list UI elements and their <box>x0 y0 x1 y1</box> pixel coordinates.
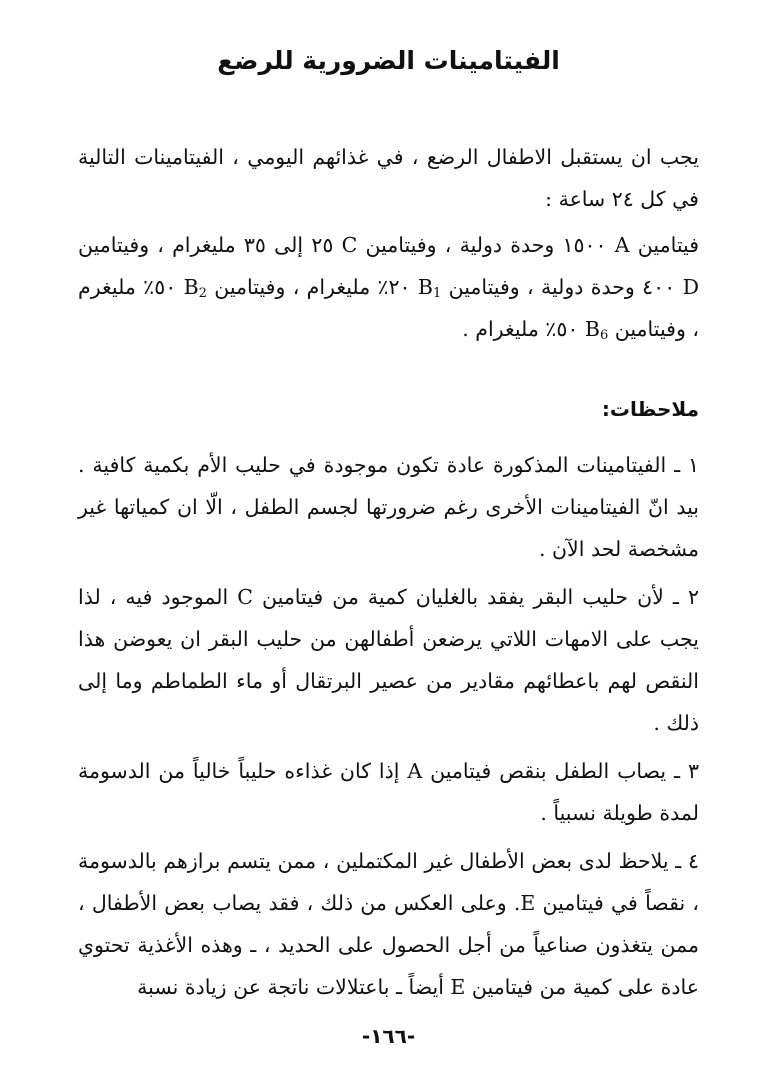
vitamin-text-part: فيتامين A ١٥٠٠ وحدة دولية ، وفيتامين C ٢٥ إلى ٣٥ مليغرام ، وفيتامين D ٤٠٠ وحدة دولية ، وفيتامين B <box>78 233 699 299</box>
note-1: ١ ـ الفيتامينات المذكورة عادة تكون موجودة في حليب الأم بكمية كافية . بيد انّ الفيتامينات الأخرى رغم ضرورتها لجسم الطفل ، الّا ان كمياتها غير مشخصة لحد الآن . <box>78 453 699 561</box>
intro-paragraph-2 <box>78 224 699 350</box>
vitamin-text-part: ٥٠٪ مليغرام . <box>462 317 585 341</box>
intro-section <box>78 136 699 350</box>
intro-paragraph-1: يجب ان يستقبل الاطفال الرضع ، في غذائهم اليومي ، الفيتامينات التالية في كل ٢٤ ساعة : <box>78 145 699 211</box>
note-2: ٢ ـ لأن حليب البقر يفقد بالغليان كمية من فيتامين C الموجود فيه ، لذا يجب على الامهات اللاتي يرضعن أطفالهن من حليب البقر ان يعوضن هذا النقص لهم باعطائهم مقادير من عصير البرتقال أو ماء الطماطم وما إلى ذلك . <box>78 585 699 735</box>
page-number: -١٦٦- <box>361 1024 416 1048</box>
vitamin-text-part: ٥٠٪ مليغرم ، وفيتامين B <box>78 275 699 341</box>
vitamin-text-part: ٢٠٪ مليغرام ، وفيتامين B <box>183 275 418 299</box>
note-3: ٣ ـ يصاب الطفل بنقص فيتامين A إذا كان غذاءه حليباً خالياً من الدسومة لمدة طويلة نسبياً . <box>78 759 699 825</box>
notes-heading: ملاحظات: <box>601 397 699 421</box>
subscript-6: 6 <box>599 328 609 343</box>
page-title: الفيتامينات الضرورية للرضع <box>217 46 560 75</box>
notes-list <box>78 444 699 1008</box>
note-4: ٤ ـ يلاحظ لدى بعض الأطفال غير المكتملين ، ممن يتسم برازهم بالدسومة ، نقصاً في فيتامين E. وعلى العكس من ذلك ، فقد يصاب بعض الأطفال ، ممن يتغذون صناعياً من أجل الحصول على الحديد ، ـ وهذه الأغذية تحتوي عادة على كمية من فيتامين E أيضاً ـ باعتلالات ناتجة عن زيادة نسبة <box>78 849 699 999</box>
subscript-2: 2 <box>198 286 207 301</box>
subscript-1: 1 <box>432 286 442 301</box>
